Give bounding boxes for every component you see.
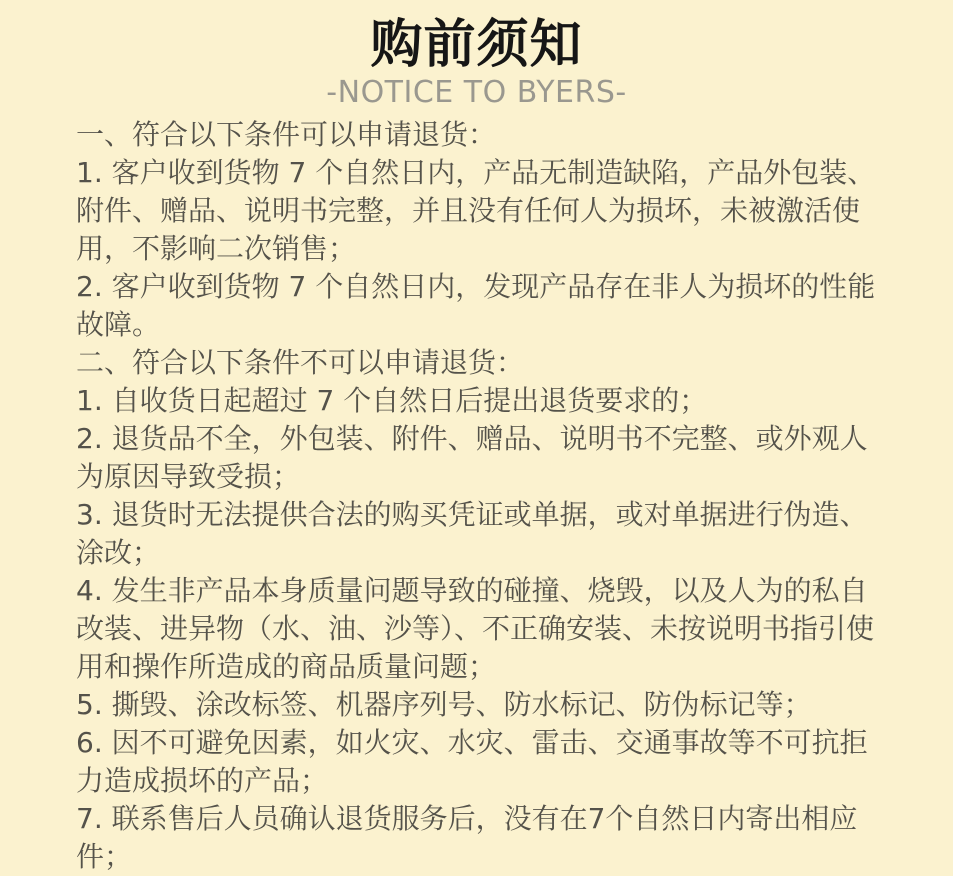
notice-section-returnable — [76, 116, 878, 344]
notice-item: 2. 客户收到货物 7 个自然日内，发现产品存在非人为损坏的性能故障。 — [76, 270, 876, 341]
notice-body — [76, 116, 878, 876]
notice-item: 6. 因不可避免因素，如火灾、水灾、雷击、交通事故等不可抗拒力造成损坏的产品； — [76, 726, 868, 797]
notice-item: 7. 联系售后人员确认退货服务后，没有在7个自然日内寄出相应件； — [76, 802, 858, 873]
notice-item: 2. 退货品不全，外包装、附件、赠品、说明书不完整、或外观人为原因导致受损； — [76, 422, 868, 493]
notice-item: 1. 自收货日起超过 7 个自然日后提出退货要求的； — [76, 384, 708, 417]
notice-item: 3. 退货时无法提供合法的购买凭证或单据，或对单据进行伪造、涂改； — [76, 498, 868, 569]
notice-item: 4. 发生非产品本身质量问题导致的碰撞、烧毁，以及人为的私自改装、进异物（水、油、沙等）、不正确安装、未按说明书指引使用和操作所造成的商品质量问题； — [76, 574, 875, 683]
page-subtitle: -NOTICE TO BYERS- — [326, 75, 627, 110]
notice-item: 1. 客户收到货物 7 个自然日内，产品无制造缺陷，产品外包装、附件、赠品、说明书完整，并且没有任何人为损坏，未被激活使用，不影响二次销售； — [76, 156, 876, 265]
section-heading: 二、符合以下条件不可以申请退货： — [76, 346, 525, 379]
notice-section-non-returnable — [76, 344, 878, 876]
notice-item: 5. 撕毁、涂改标签、机器序列号、防水标记、防伪标记等； — [76, 688, 812, 721]
section-heading: 一、符合以下条件可以申请退货： — [76, 118, 497, 151]
page-title: 购前须知 — [370, 15, 583, 75]
